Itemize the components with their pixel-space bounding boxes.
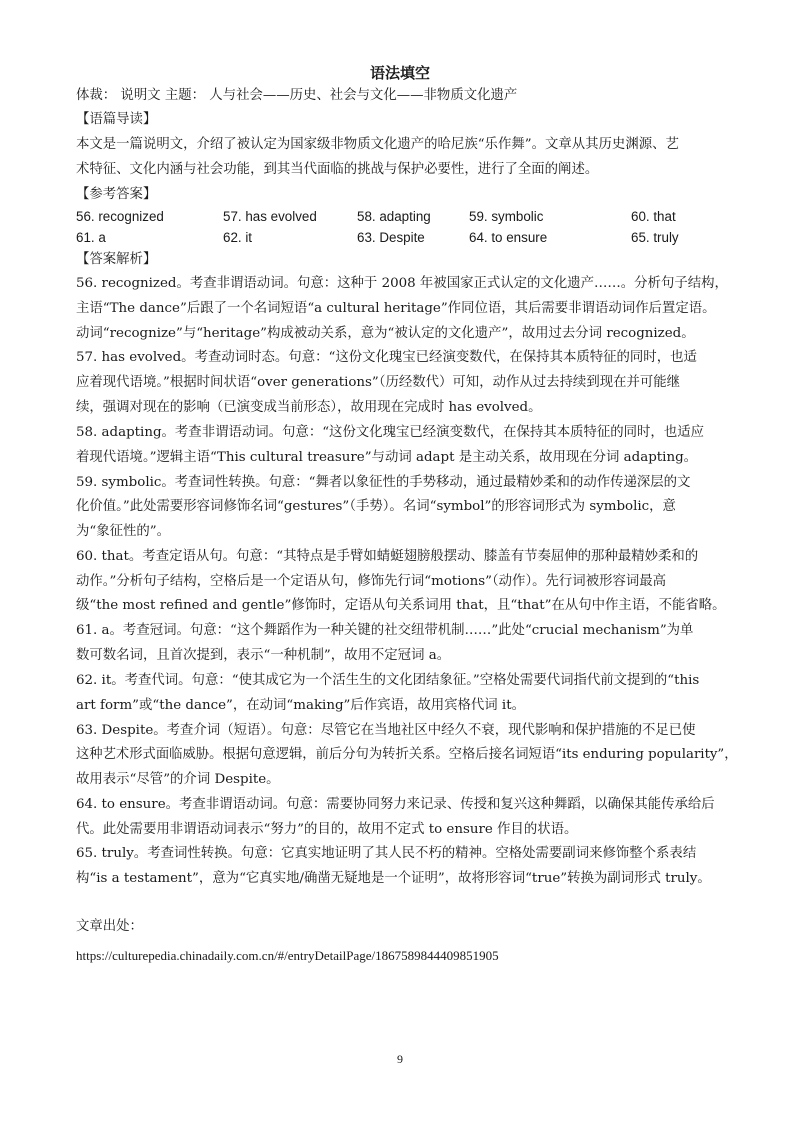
answer-item: 60. that [631, 209, 676, 224]
analysis-line: 故用表示“尽管”的介词 Despite。 [76, 772, 280, 787]
answer-item: 65. truly [631, 230, 679, 245]
page-title: 语法填空 [369, 64, 430, 82]
guide-line: 本文是一篇说明文，介绍了被认定为国家级非物质文化遗产的哈尼族“乐作舞”。文章从其历史渊源、艺 [76, 137, 679, 152]
answer-item: 61. a [76, 230, 106, 245]
analysis-line: 58. adapting。考查非谓语动词。句意：“这份文化瑰宝已经演变数代，在保持其本质特征的同时，也适应 [76, 425, 704, 440]
analysis-line: 化价值。”此处需要形容词修饰名词“gestures”（手势）。名词“symbol”的形容词形式为 symbolic，意 [76, 499, 676, 514]
analysis-line: 64. to ensure。考查非谓语动词。句意：需要协同努力来记录、传授和复兴这种舞蹈，以确保其能传承给后 [76, 797, 715, 812]
source-label: 文章出处： [76, 919, 143, 934]
analysis-line: 57. has evolved。考查动词时态。句意：“这份文化瑰宝已经演变数代，在保持其本质特征的同时，也适 [76, 350, 697, 365]
answer-item: 56. recognized [76, 209, 164, 224]
analysis-line: 65. truly。考查词性转换。句意：它真实地证明了其人民不朽的精神。空格处需要副词来修饰整个系表结 [76, 846, 697, 861]
section-heading-analysis: 【答案解析】 [76, 252, 157, 267]
source-url-link[interactable]: https://culturepedia.chinadaily.com.cn/#/entryDetailPage/1867589844409851905 [76, 948, 499, 963]
analysis-line: 续，强调对现在的影响（已演变成当前形态），故用现在完成时 has evolved。 [76, 400, 542, 415]
answer-item: 62. it [223, 230, 253, 245]
analysis-line: 63. Despite。考查介词（短语）。句意：尽管它在当地社区中经久不衰，现代影响和保护措施的不足已使 [76, 723, 696, 738]
answer-item: 58. adapting [357, 209, 431, 224]
analysis-line: 数可数名词，且首次提到，表示“一种机制”，故用不定冠词 a。 [76, 648, 451, 663]
analysis-line: 主语“The dance”后跟了一个名词短语“a cultural heritage”作同位语，其后需要非谓语动词作后置定语。 [76, 301, 716, 316]
answer-item: 57. has evolved [223, 209, 317, 224]
answer-item: 64. to ensure [469, 230, 548, 245]
guide-line: 术特征、文化内涵与社会功能，到其当代面临的挑战与保护必要性，进行了全面的阐述。 [76, 162, 599, 177]
analysis-line: 着现代语境。”逻辑主语“This cultural treasure”与动词 adapt 是主动关系，故用现在分词 adapting。 [76, 450, 698, 465]
analysis-line: 56. recognized。考查非谓语动词。句意：这种于 2008 年被国家正式认定的文化遗产……。分析句子结构， [76, 276, 728, 291]
analysis-line: 59. symbolic。考查词性转换。句意：“舞者以象征性的手势移动，通过最精妙柔和的动作传递深层的文 [76, 475, 691, 490]
answer-item: 59. symbolic [469, 209, 544, 224]
analysis-line: 61. a。考查冠词。句意：“这个舞蹈作为一种关键的社交纽带机制……”此处“crucial mechanism”为单 [76, 623, 694, 638]
analysis-line: 动词“recognize”与“heritage”构成被动关系，意为“被认定的文化遗产”，故用过去分词 recognized。 [76, 326, 695, 341]
answer-item: 63. Despite [357, 230, 425, 245]
section-heading-answers: 【参考答案】 [76, 187, 157, 202]
analysis-line: 这种艺术形式面临威胁。根据句意逻辑，前后分句为转折关系。空格后接名词短语“its enduring popularity”， [76, 747, 738, 762]
analysis-line: 60. that。考查定语从句。句意：“其特点是手臂如蜻蜓翅膀般摆动、膝盖有节奏屈伸的那种最精妙柔和的 [76, 549, 699, 564]
analysis-line: art form”或“the dance”，在动词“making”后作宾语，故用宾格代词 it。 [76, 698, 525, 713]
section-heading-guide: 【语篇导读】 [76, 112, 157, 127]
analysis-line: 应着现代语境。”根据时间状语“over generations”（历经数代）可知，动作从过去持续到现在并可能继 [76, 375, 681, 390]
analysis-line: 构“is a testament”，意为“它真实地/确凿无疑地是一个证明”，故将形容词“true”转换为副词形式 truly。 [76, 871, 711, 886]
analysis-line: 为“象征性的”。 [76, 524, 171, 539]
analysis-line: 动作。”分析句子结构，空格后是一个定语从句，修饰先行词“motions”（动作）。先行词被形容词最高 [76, 574, 667, 589]
analysis-line: 代。此处需要用非谓语动词表示“努力”的目的，故用不定式 to ensure 作目的状语。 [76, 822, 578, 837]
genre-line: 体裁： 说明文 主题： 人与社会——历史、社会与文化——非物质文化遗产 [76, 88, 518, 103]
analysis-line: 级“the most refined and gentle”修饰时，定语从句关系词用 that，且“that”在从句中作主语，不能省略。 [76, 598, 726, 613]
page-number: 9 [397, 1052, 403, 1066]
analysis-line: 62. it。考查代词。句意：“使其成它为一个活生生的文化团结象征。”空格处需要代词指代前文提到的“this [76, 673, 700, 688]
